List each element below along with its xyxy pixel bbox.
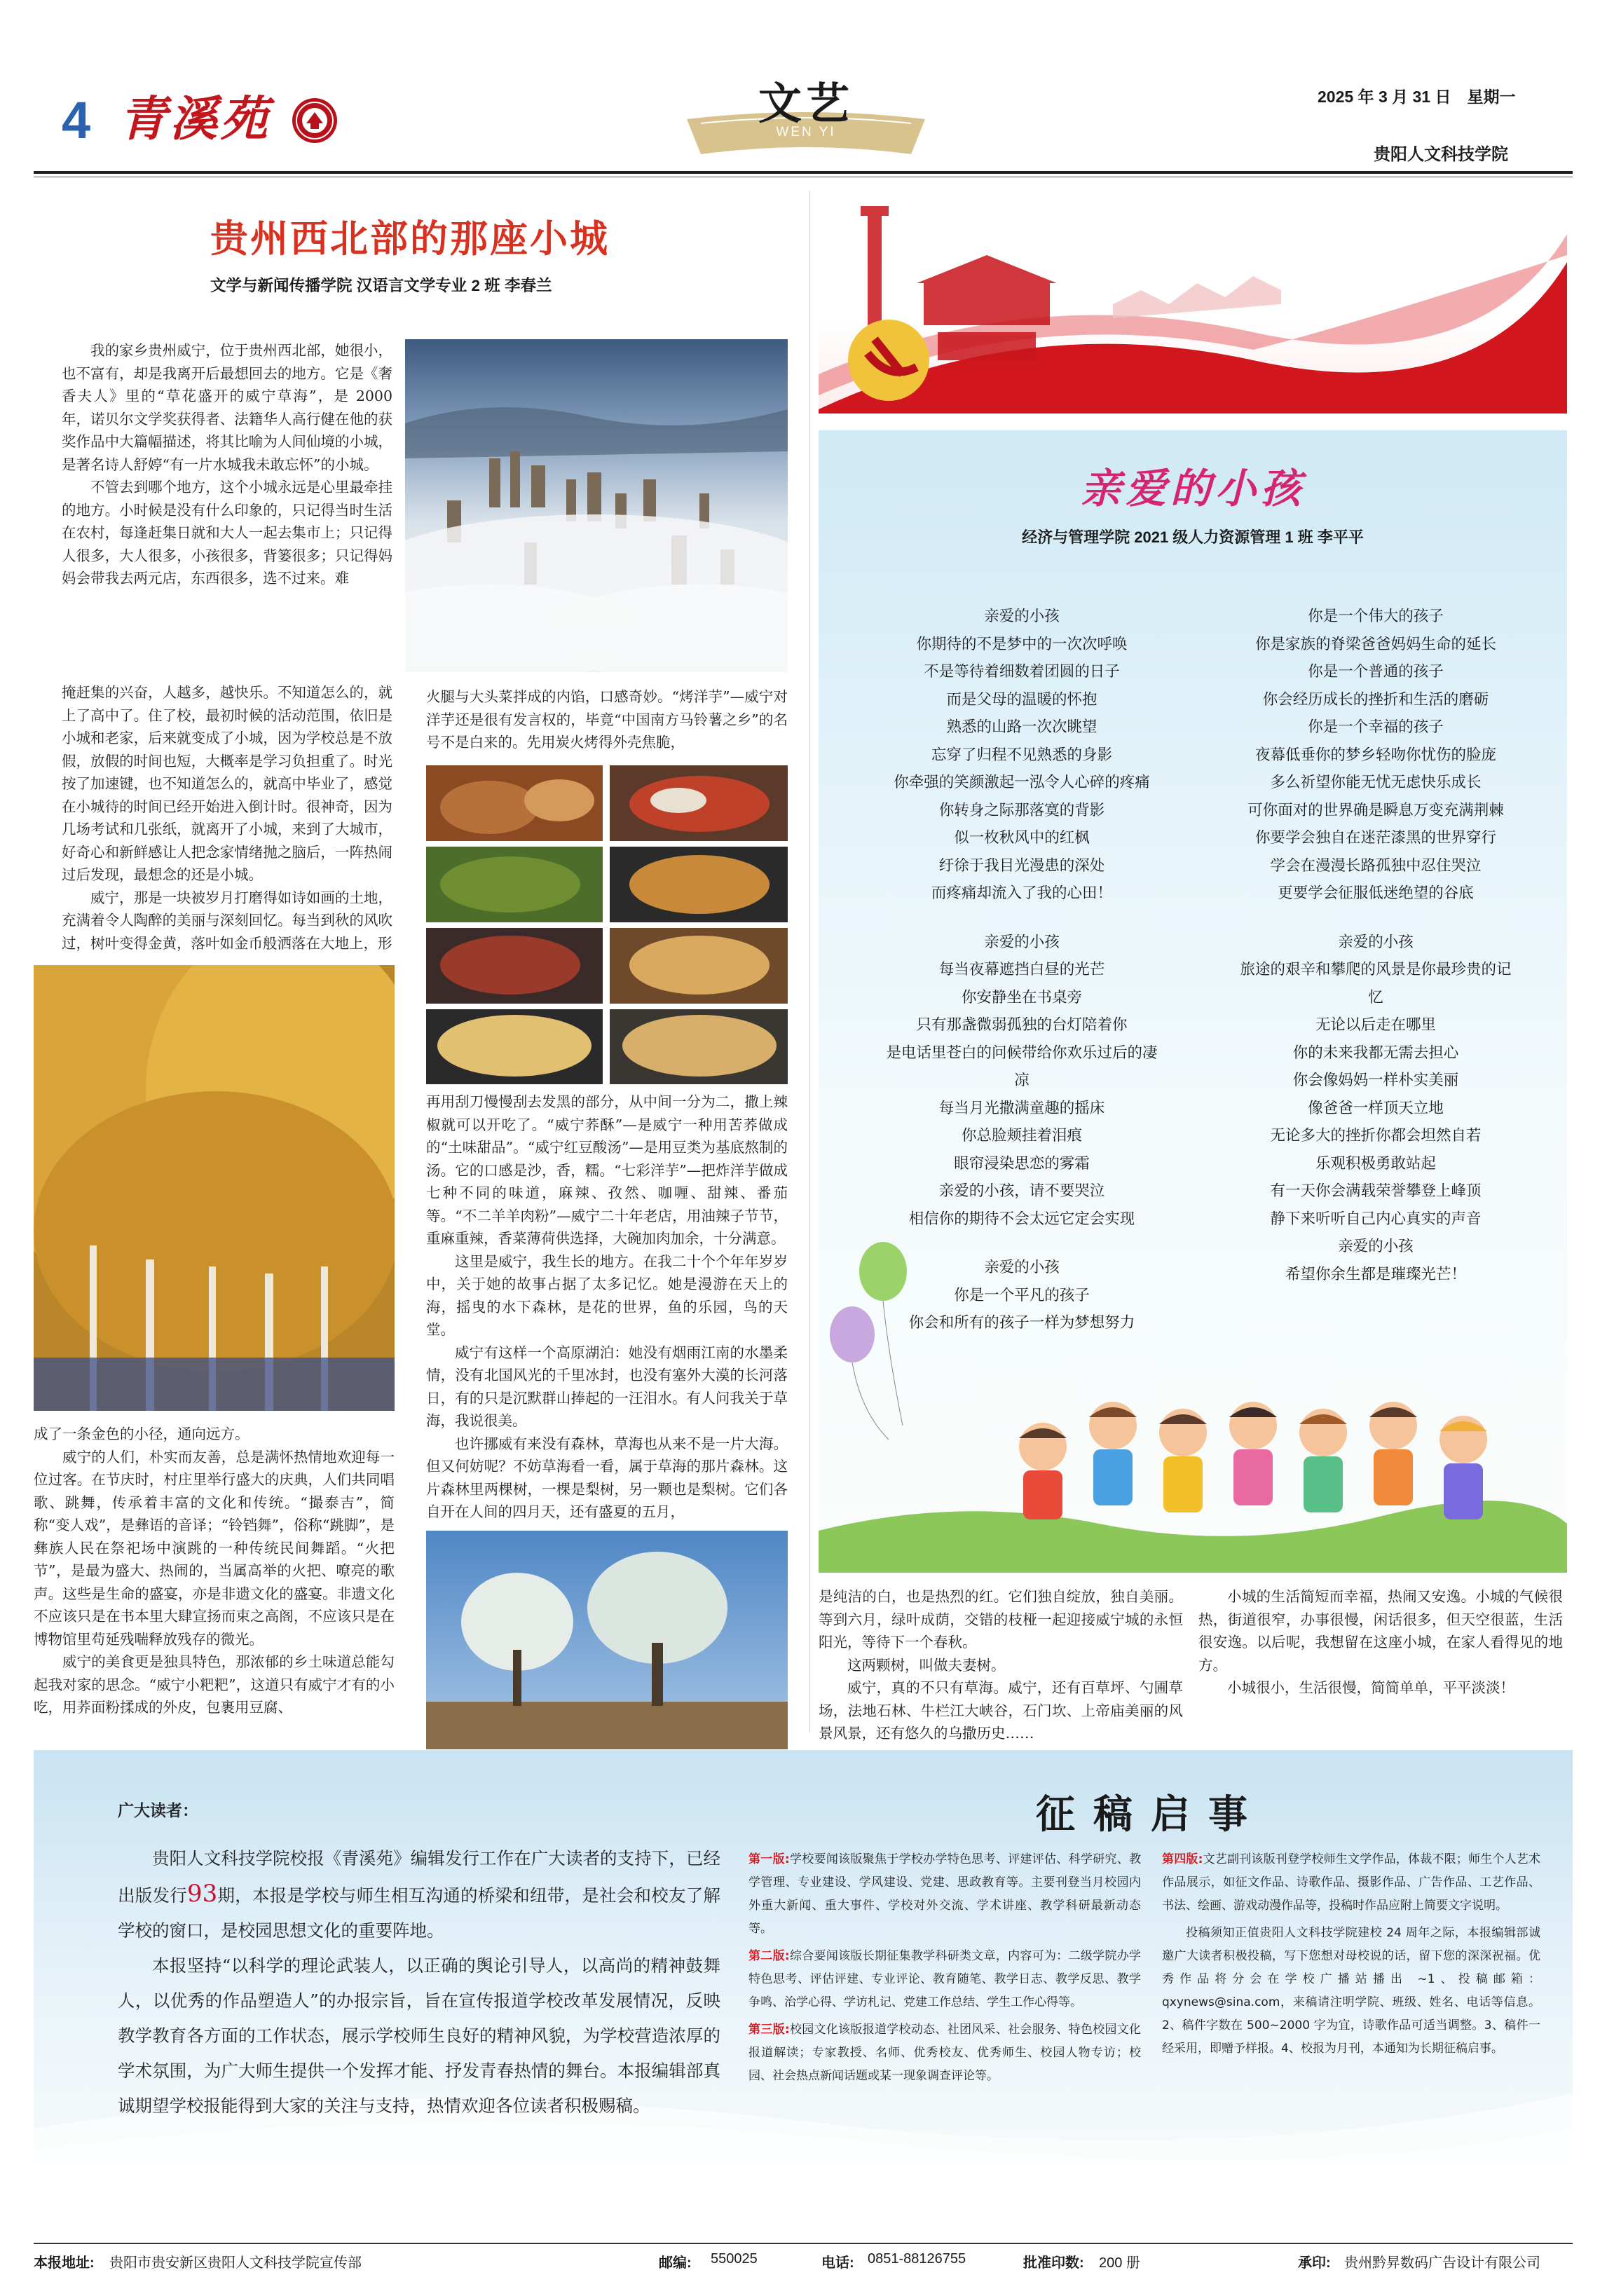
- footer-printer-label: 承印:: [1298, 2255, 1331, 2271]
- call-for-papers-left: [748, 1848, 1141, 2088]
- article-col1-bottom: [34, 1423, 395, 1719]
- version-label: 第二版:: [748, 1949, 790, 1963]
- poem-line: 夜幕低垂你的梦乡轻吻你忧伤的脸庞: [1254, 746, 1496, 764]
- article-paragraph: 是纯洁的白，也是热烈的红。它们独自绽放，独自美丽。等到六月，绿叶成荫，交错的枝桠一起迎接威宁城的永恒阳光，等待下一个春秋。: [819, 1588, 1183, 1651]
- poem-line: 你安静坐在书桌旁: [961, 988, 1082, 1006]
- poem-line: 每当夜幕遮挡白昼的光芒: [938, 961, 1105, 978]
- poem-line: 学会在漫漫长路孤独中忍住哭泣: [1270, 856, 1482, 875]
- article-title: 贵州西北部的那座小城: [210, 216, 610, 261]
- version-text: 学校要闻该版聚焦于学校办学特色思考、评建评估、科学研究、教学管理、专业建设、学风建设、党建、思政教育等。主要刊登当月校园内外重大新闻、重大事件、学校对外交流、学术讲座、教学科研最新动态等。: [748, 1852, 1141, 1936]
- article-byline: 文学与新闻传播学院 汉语言文学专业 2 班 李春兰: [210, 277, 552, 294]
- section-title: 文艺: [758, 78, 854, 129]
- poem-panel: [819, 430, 1567, 1573]
- poem-line: 亲爱的小孩，请不要哭泣: [938, 1182, 1105, 1200]
- header-rule: [34, 171, 1573, 174]
- version-three: [748, 2018, 1141, 2088]
- poem-line: 像爸爸一样顶天立地: [1308, 1099, 1444, 1117]
- version-text: 文艺副刊该版刊登学校师生文学作品，体裁不限；师生个人艺术作品展示，如征文作品、诗歌作品、摄影作品、广告作品、工艺作品、书法、绘画、游戏动漫作品等，投稿时作品应附上简要文字说明。: [1162, 1852, 1540, 1913]
- poem-line: 你期待的不是梦中的一次次呼唤: [916, 635, 1128, 653]
- poem-line: 你是家族的脊梁爸爸妈妈生命的延长: [1254, 635, 1496, 653]
- notice-panel: [34, 1750, 1573, 2171]
- article-paragraph: 再用刮刀慢慢刮去发黑的部分，从中间一分为二，撒上辣椒就可以开吃了。“威宁荞酥”—是威宁一种用苦荞做成的“土味甜品”。“威宁红豆酸汤”—是用豆类为基底熬制的汤。它的口感是沙，香，糯。“七彩洋芋”—把炸洋芋做成七种不同的味道，麻辣、孜然、咖喱、甜辣、番茄等。“不二羊羊肉粉”—威宁二十年老店，用油辣子节节，重麻重辣，香菜薄荷供选择，大碗加肉加余，十分满意。: [426, 1093, 788, 1247]
- poem-line: 无论多大的挫折你都会坦然自若: [1270, 1127, 1482, 1144]
- section-pinyin: WEN YI: [776, 125, 836, 139]
- poem-line: 可你面对的世界确是瞬息万变充满荆棘: [1247, 801, 1504, 819]
- version-label: 第三版:: [748, 2023, 790, 2037]
- article-paragraph: 掩赶集的兴奋，人越多，越快乐。不知道怎么的，就上了高中了。住了校，最初时候的活动范围，依旧是小城和老家，后来就变成了小城，因为学校总是不放假，放假的时间也短，大概率是学习负担重了。时光按了加速键，也不知道怎么的，就高中毕业了，感觉在小城待的时间已经开始进入倒计时。很神奇，因为几场考试和几张纸，就离开了小城，来到了大城市，好奇心和新鲜感让人把念家情绪抛之脑后，一阵热闹过后发现，最想念的还是小城。: [62, 684, 392, 883]
- school-emblem-icon: [291, 97, 339, 144]
- poem-line: 凉: [1014, 1072, 1030, 1089]
- notice-text: 贵阳人文科技学院校报《青溪苑》编辑发行工作在广大读者的支持下，已经出版发行: [118, 1848, 720, 1906]
- golden-trees-photo: [34, 965, 395, 1411]
- paper-name: 青溪苑: [119, 91, 271, 147]
- footer-printer: 贵州黔昇数码广告设计有限公司: [1344, 2255, 1540, 2271]
- notice-body: [118, 1841, 720, 2124]
- poem-right-column: [1204, 603, 1547, 1288]
- poem-line: 只有那盏微弱孤独的台灯陪着你: [916, 1016, 1128, 1034]
- version-four: [1162, 1848, 1540, 1918]
- version-label: 第四版:: [1162, 1852, 1203, 1866]
- version-text: 校园文化该版报道学校动态、社团风采、社会服务、特色校园文化报道解读；专家教授、名师、优秀校友、优秀师生、校园人物专访；校园、社会热点新闻话题或某一现象调查评论等。: [748, 2023, 1141, 2083]
- footer-postcode-label: 邮编:: [659, 2255, 692, 2271]
- footer: [34, 2251, 1573, 2272]
- poem-line: 相信你的期待不会太远它定会实现: [908, 1210, 1135, 1228]
- article-paragraph: 威宁，真的不只有草海。威宁，还有百草坪、勺圃草场，法地石林、牛栏江大峡谷，石门坎、上帝庙美丽的风景风景，还有悠久的乌撒历史……: [819, 1679, 1183, 1742]
- poem-line: 多么祈望你能无忧无虑快乐成长: [1270, 774, 1482, 791]
- poem-line: 亲爱的小孩: [984, 608, 1060, 625]
- poem-line: 你转身之际那落寞的背影: [938, 801, 1105, 819]
- article-paragraph: 威宁，那是一块被岁月打磨得如诗如画的土地，充满着令人陶醉的美丽与深刻回忆。每当到秋的风吹过，树叶变得金黄，落叶如金币般洒落在大地上，形: [62, 889, 392, 952]
- page-number: 4: [62, 91, 91, 149]
- poem-line: 你会经历成长的挫折和生活的磨砺: [1262, 690, 1489, 709]
- food-collage-graphic: [426, 765, 788, 1084]
- article-paragraph: 不管去到哪个地方，这个小城永远是心里最牵挂的地方。小时候是没有什么印象的，只记得当时生活在农村，每逢赶集日就和大人一起去集市上；只记得人很多，大人很多，小孩很多，背篓很多；只记得妈妈会带我去两元店，东西很多，选不过来。难: [62, 479, 392, 587]
- article-paragraph: 也许挪威有来没有森林，草海也从来不是一片大海。但又何妨呢？不妨草海看一看，属于草海的那片森林。这片森林里两棵树，一棵是梨树，另一颗也是梨树。它们各自开在人间的四月天，还有盛夏的五月，: [426, 1435, 788, 1520]
- poem-line: 眼帘浸染思恋的雾霜: [954, 1154, 1090, 1173]
- poem-line: 更要学会征服低迷绝望的谷底: [1278, 884, 1474, 902]
- footer-phone-label: 电话:: [821, 2255, 854, 2271]
- poem-line: 亲爱的小孩: [984, 1259, 1060, 1276]
- poem-line: 你是一个平凡的孩子: [954, 1286, 1090, 1304]
- poem-line: 似一枚秋风中的红枫: [954, 829, 1090, 847]
- poem-line: 而疼痛却流入了我的心田！: [931, 884, 1112, 902]
- pear-trees-photo: [426, 1531, 788, 1749]
- poem-stanza: [847, 929, 1197, 1234]
- article-col2-top: [426, 685, 788, 754]
- issue-count: 93: [187, 1880, 218, 1908]
- poem-line: 是电话里苍白的问候带给你欢乐过后的凄: [886, 1044, 1158, 1062]
- column-divider: [809, 191, 810, 1733]
- footer-print: 200 册: [1099, 2255, 1140, 2271]
- article-paragraph: 这两颗树，叫做夫妻树。: [847, 1656, 1006, 1674]
- party-banner-graphic: [819, 199, 1567, 414]
- poem-line: 你是一个幸福的孩子: [1308, 718, 1444, 736]
- footer-rule: [34, 2243, 1573, 2244]
- poem-line: 希望你余生都是璀璨光芒！: [1285, 1265, 1466, 1283]
- notice-paragraph: [118, 1841, 720, 1948]
- poem-stanza: [847, 603, 1197, 908]
- version-text: 综合要闻该版长期征集教学科研类文章，内容可为：二级学院办学特色思考、评估评建、专业评论、教育随笔、教学日志、教学反思、教学争鸣、治学心得、学访札记、党建工作总结、学生工作心得等。: [748, 1949, 1141, 2009]
- article-paragraph: 成了一条金色的小径，通向远方。: [34, 1426, 249, 1442]
- poem-line: 你的未来我都无需去担心: [1292, 1044, 1459, 1062]
- poem-line: 不是等待着细数着团圆的日子: [924, 663, 1120, 681]
- poem-line: 你是一个普通的孩子: [1308, 663, 1444, 681]
- poem-line: 而是父母的温暖的怀抱: [946, 690, 1097, 709]
- poem-line: 你会像妈妈一样朴实美丽: [1292, 1072, 1459, 1089]
- article-paragraph: 小城的生活简短而幸福，热闹又安逸。小城的气候很热，街道很窄，办事很慢，闲话很多，但天空很蓝，生活很安逸。以后呢，我想留在这座小城，在家人看得见的地方。: [1198, 1588, 1563, 1674]
- food-collage-photo: [426, 765, 788, 1084]
- footer-phone: 0851-88126755: [868, 2251, 966, 2267]
- party-banner: [819, 199, 1567, 414]
- article-col3: [819, 1585, 1183, 1745]
- poem-line: 有一天你会满载荣誉攀登上峰顶: [1270, 1182, 1482, 1200]
- article-paragraph: 威宁的美食更是独具特色，那浓郁的乡土味道总能勾起我对家的思念。“威宁小粑粑”，这道只有威宁才有的小吃，用荞面粉揉成的外皮，包裹用豆腐、: [34, 1653, 395, 1716]
- version-label: 第一版:: [748, 1852, 790, 1866]
- poem-line: 乐观积极勇敢站起: [1315, 1154, 1436, 1173]
- poem-stanza: [1204, 603, 1547, 908]
- issue-date: 2025 年 3 月 31 日 星期一: [1318, 88, 1516, 106]
- version-one: [748, 1848, 1141, 1941]
- poem-line: 你会和所有的孩子一样为梦想努力: [908, 1314, 1135, 1332]
- poem-line: 纡徐于我目光漫患的深处: [938, 856, 1105, 875]
- footer-postcode: 550025: [711, 2251, 758, 2267]
- poem-line: 亲爱的小孩: [1338, 1238, 1414, 1255]
- call-for-papers-title: 征稿启事: [1036, 1792, 1266, 1838]
- article-paragraph: 这里是威宁，我生长的地方。在我二十个个年年岁岁中，关于她的故事占据了太多记忆。她是漫游在天上的海，摇曳的水下森林，是花的世界，鱼的乐园，鸟的天堂。: [426, 1252, 788, 1338]
- article-paragraph: 威宁有这样一个高原湖泊：她没有烟雨江南的水墨柔情，没有北国风光的千里冰封，也没有塞外大漠的长河落日，有的只是沉默群山捧起的一汪泪水。有人问我关于草海，我说很美。: [426, 1344, 788, 1429]
- version-two: [748, 1945, 1141, 2014]
- footer-print-label: 批准印数:: [1023, 2255, 1084, 2271]
- article-paragraph: 小城很小，生活很慢，简简单单，平平淡淡！: [1227, 1679, 1514, 1696]
- article-col4: [1198, 1585, 1563, 1700]
- poem-byline: 经济与管理学院 2021 级人力资源管理 1 班 李平平: [1022, 528, 1364, 546]
- poem-line: 你要学会独自在迷茫漆黑的世界穿行: [1254, 829, 1496, 847]
- poem-line: 每当月光撒满童趣的摇床: [938, 1099, 1105, 1117]
- footer-address: 贵阳市贵安新区贵阳人文科技学院宣传部: [109, 2255, 362, 2271]
- poem-line: 忘穿了归程不见熟悉的身影: [931, 746, 1112, 764]
- submission-notes: 投稿须知正值贵阳人文科技学院建校 24 周年之际，本报编辑部诚邀广大读者积极投稿，写下您想对母校说的话，留下您的深深祝福。优秀作品将分会在学校广播站播出 ~1、投稿邮箱：qxynews@sina.com，来稿请注明学院、班级、姓名、电话等信息。2、稿件字数在 500~2000 字为宜，诗歌作品可适当调整。3、稿件一经采用，即赠予样报。4、校报为月刊，本通知为长期征稿启事。: [1162, 1926, 1540, 2056]
- children-illustration: [819, 1215, 1567, 1573]
- article-paragraph: 威宁的人们，朴实而友善，总是满怀热情地欢迎每一位过客。在节庆时，村庄里举行盛大的庆典，人们共同唱歌、跳舞，传承着丰富的文化和传统。“撮泰吉”，简称“变人戏”，是彝语的音译；“铃铛舞”，俗称“跳脚”，是彝族人民在祭祀场中演跳的一种传统民间舞蹈。“火把节”，是最为盛大、热闹的，当属高举的火把、嘹亮的歌声。这些是生命的盛宴，亦是非遗文化的盛宴。非遗文化不应该只是在书本里大肆宣扬而束之高阁，不应该只是在博物馆里苟延残喘释放残存的微光。: [34, 1448, 395, 1648]
- cloud-city-photo: [405, 339, 788, 672]
- article-col1-top: [62, 339, 392, 590]
- poem-line: 忆: [1368, 988, 1383, 1006]
- poem-line: 无论以后走在哪里: [1315, 1016, 1436, 1034]
- notice-greeting: 广大读者：: [118, 1801, 198, 1819]
- article-paragraph: 火腿与大头菜拌成的内馅，口感奇妙。“烤洋芋”—威宁对洋芋还是很有发言权的，毕竟“中国南方马铃薯之乡”的名号不是白来的。先用炭火烤得外壳焦脆，: [426, 688, 788, 751]
- poem-line: 旅途的艰辛和攀爬的风景是你最珍贵的记: [1240, 961, 1512, 978]
- poem-line: 亲爱的小孩: [1338, 933, 1414, 951]
- article-col1-mid: [62, 681, 392, 955]
- call-for-papers-right: [1162, 1848, 1540, 2061]
- notice-paragraph: 本报坚持“以科学的理论武装人，以正确的舆论引导人，以高尚的精神鼓舞人，以优秀的作品塑造人”的办报宗旨，旨在宣传报道学校改革发展情况，反映教学教育各方面的工作状态，展示学校师生良好的精神风貌，为学校营造浓厚的学术氛围，为广大师生提供一个发挥才能、抒发青春热情的舞台。本报编辑部真诚期望学校报能得到大家的关注与支持，热情欢迎各位读者积极赐稿。: [118, 1955, 720, 2116]
- poem-line: 熟悉的山路一次次眺望: [946, 718, 1097, 736]
- footer-address-label: 本报地址:: [34, 2255, 95, 2271]
- article-col2-mid: [426, 1091, 788, 1524]
- poem-line: 你牵强的笑颜激起一泓令人心碎的疼痛: [894, 774, 1150, 791]
- poem-line: 你总脸颊挂着泪痕: [961, 1127, 1082, 1144]
- poem-line: 亲爱的小孩: [984, 933, 1060, 951]
- article-paragraph: 我的家乡贵州威宁，位于贵州西北部，她很小，也不富有，却是我离开后最想回去的地方。它是《奢香夫人》里的“草花盛开的威宁草海”，是 2000 年，诺贝尔文学奖获得者、法籍华人高行健在他的获奖作品中大篇幅描述，将其比喻为人间仙境的小城，是著名诗人舒婷“有一片水城我未敢忘怀”的小城。: [62, 342, 392, 473]
- school-name: 贵阳人文科技学院: [1374, 144, 1508, 164]
- poem-line: 你是一个伟大的孩子: [1308, 608, 1444, 625]
- poem-line: 静下来听听自己内心真实的声音: [1270, 1210, 1482, 1228]
- poem-title: 亲爱的小孩: [1080, 465, 1305, 512]
- notice-text: 期，本报是学校与师生相互沟通的桥梁和纽带，是社会和校友了解学校的窗口，是校园思想文化的重要阵地。: [118, 1885, 720, 1941]
